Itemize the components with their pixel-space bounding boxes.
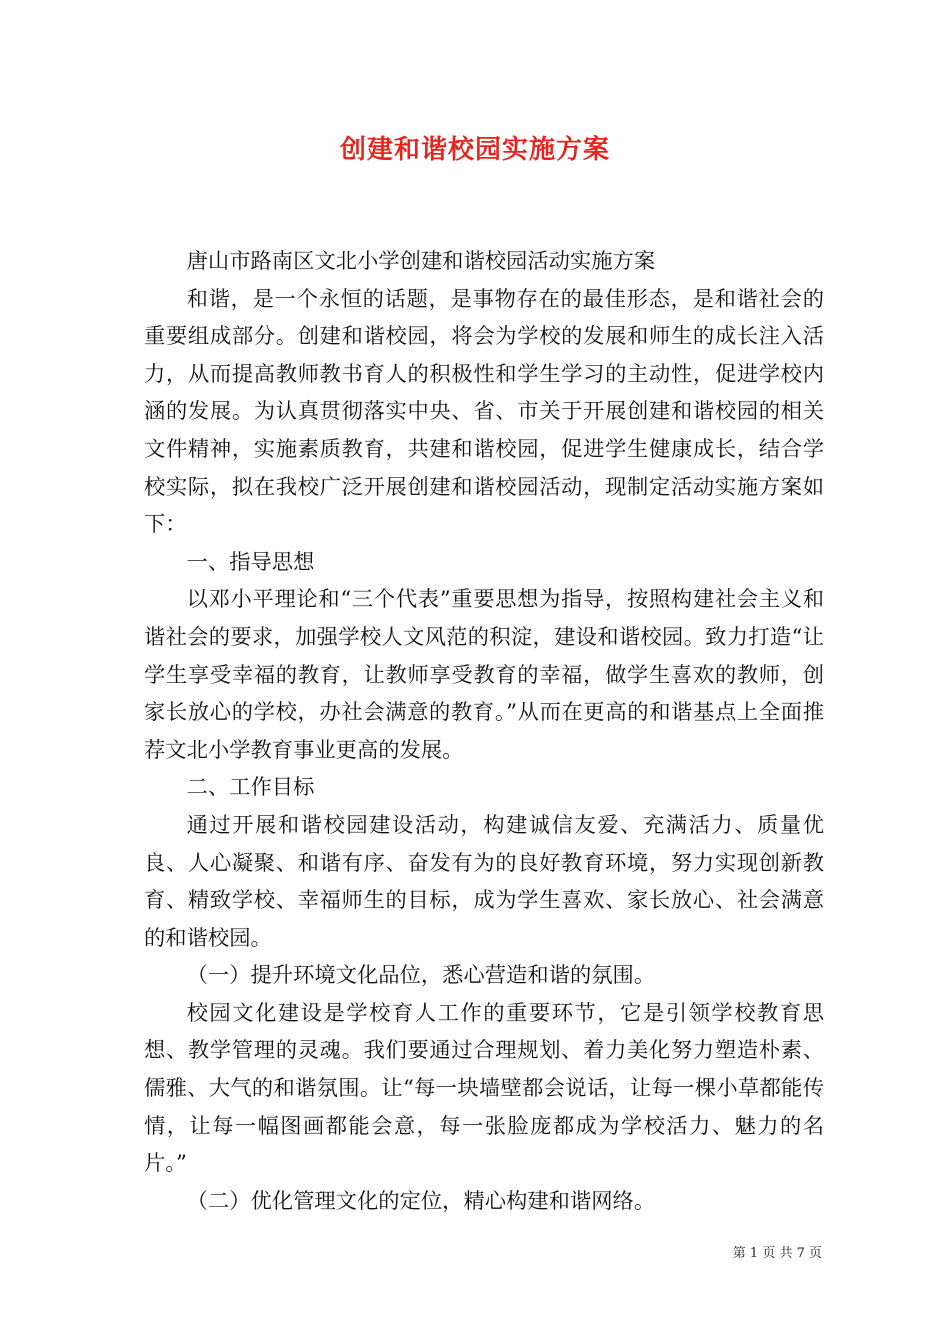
document-title: 创建和谐校园实施方案 [339, 135, 610, 165]
environment-paragraph: 校园文化建设是学校育人工作的重要环节，它是引领学校教育思想、教学管理的灵魂。我们要通过合理规划、着力美化努力塑造朴素、儒雅、大气的和谐氛围。让“每一块墙壁都会说话，让每一棵小草都能传情，让每一幅图画都能会意，每一张脸庞都成为学校活力、魅力的名片。” [144, 1000, 824, 1177]
section-heading-guiding-thought: 一、指导思想 [186, 549, 315, 575]
subsection-heading-management: （二）优化管理文化的定位，精心构建和谐网络。 [186, 1188, 656, 1214]
document-body [144, 243, 824, 1220]
intro-paragraph: 和谐，是一个永恒的话题，是事物存在的最佳形态，是和谐社会的重要组成部分。创建和谐校园，将会为学校的发展和师生的成长注入活力，从而提高教师教书育人的积极性和学生学习的主动性，促进学校内涵的发展。为认真贯彻落实中央、省、市关于开展创建和谐校园的相关文件精神，实施素质教育，共建和谐校园，促进学生健康成长，结合学校实际，拟在我校广泛开展创建和谐校园活动，现制定活动实施方案如下： [144, 286, 824, 538]
subsection-heading-environment: （一）提升环境文化品位，悉心营造和谐的氛围。 [186, 963, 656, 989]
work-goals-paragraph: 通过开展和谐校园建设活动，构建诚信友爱、充满活力、质量优良、人心凝聚、和谐有序、奋发有为的良好教育环境，努力实现创新教育、精致学校、幸福师生的目标，成为学生喜欢、家长放心、社会满意的和谐校园。 [144, 812, 824, 951]
subtitle-paragraph: 唐山市路南区文北小学创建和谐校园活动实施方案 [186, 249, 656, 274]
section-heading-work-goals: 二、工作目标 [186, 775, 315, 801]
guiding-thought-paragraph: 以邓小平理论和“三个代表”重要思想为指导，按照构建社会主义和谐社会的要求，加强学校人文风范的积淀，建设和谐校园。致力打造“让学生享受幸福的教育，让教师享受教育的幸福，做学生喜欢的教师，创家长放心的学校，办社会满意的教育。”从而在更高的和谐基点上全面推荐文北小学教育事业更高的发展。 [144, 587, 824, 763]
page-number-footer: 第 1 页 共 7 页 [732, 1246, 822, 1261]
